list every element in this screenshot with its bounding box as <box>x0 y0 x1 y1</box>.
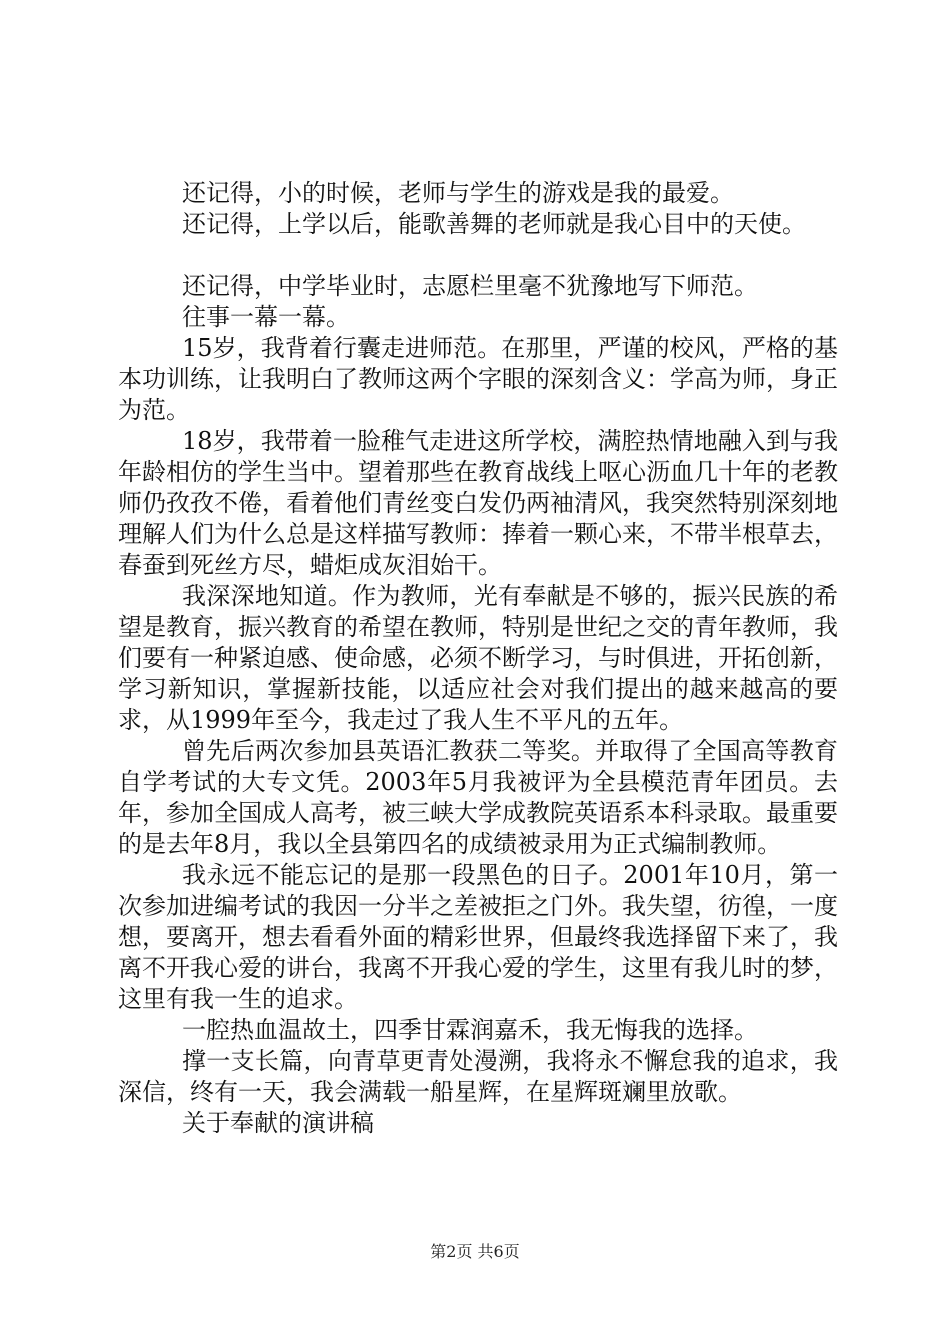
paragraph-12: 关于奉献的演讲稿 <box>182 1109 374 1137</box>
paragraph-8: 曾先后两次参加县英语汇教获二等奖。并取得了全国高等教育自学考试的大专文凭。2003年5月我被评为全县模范青年团员。去年，参加全国成人高考，被三峡大学成教院英语系本科录取。最重要的是去年8月，我以全县第四名的成绩被录用为正式编制教师。 <box>118 737 838 858</box>
paragraph-1: 还记得，小的时候，老师与学生的游戏是我的最爱。 <box>182 179 734 207</box>
paragraph-7: 我深深地知道。作为教师，光有奉献是不够的，振兴民族的希望是教育，振兴教育的希望在教师，特别是世纪之交的青年教师，我们要有一种紧迫感、使命感，必须不断学习，与时俱进，开拓创新，学习新知识，掌握新技能，以适应社会对我们提出的越来越高的要求，从1999年至今，我走过了我人生不平凡的五年。 <box>118 582 838 734</box>
paragraph-2: 还记得，上学以后，能歌善舞的老师就是我心目中的天使。 <box>182 210 806 238</box>
paragraph-6: 18岁，我带着一脸稚气走进这所学校，满腔热情地融入到与我年龄相仿的学生当中。望着那些在教育战线上呕心沥血几十年的老教师仍孜孜不倦，看着他们青丝变白发仍两袖清风，我突然特别深刻地理解人们为什么总是这样描写教师：捧着一颗心来，不带半根草去，春蚕到死丝方尽，蜡炬成灰泪始干。 <box>118 427 838 579</box>
paragraph-5: 15岁，我背着行囊走进师范。在那里，严谨的校风，严格的基本功训练，让我明白了教师这两个字眼的深刻含义：学高为师，身正为范。 <box>118 334 838 424</box>
paragraph-3: 还记得，中学毕业时，志愿栏里毫不犹豫地写下师范。 <box>182 272 758 300</box>
page-number-footer: 第2页 共6页 <box>430 1242 520 1261</box>
paragraph-9: 我永远不能忘记的是那一段黑色的日子。2001年10月，第一次参加进编考试的我因一分半之差被拒之门外。我失望，彷徨，一度想，要离开，想去看看外面的精彩世界，但最终我选择留下来了，我离不开我心爱的讲台，我离不开我心爱的学生，这里有我儿时的梦，这里有我一生的追求。 <box>118 861 838 1013</box>
document-body <box>118 178 838 1139</box>
paragraph-11: 撑一支长篇，向青草更青处漫溯，我将永不懈怠我的追求，我深信，终有一天，我会满载一船星辉，在星辉斑斓里放歌。 <box>118 1047 838 1106</box>
paragraph-10: 一腔热血温故土，四季甘霖润嘉禾，我无悔我的选择。 <box>182 1016 758 1044</box>
paragraph-4: 往事一幕一幕。 <box>182 303 350 331</box>
